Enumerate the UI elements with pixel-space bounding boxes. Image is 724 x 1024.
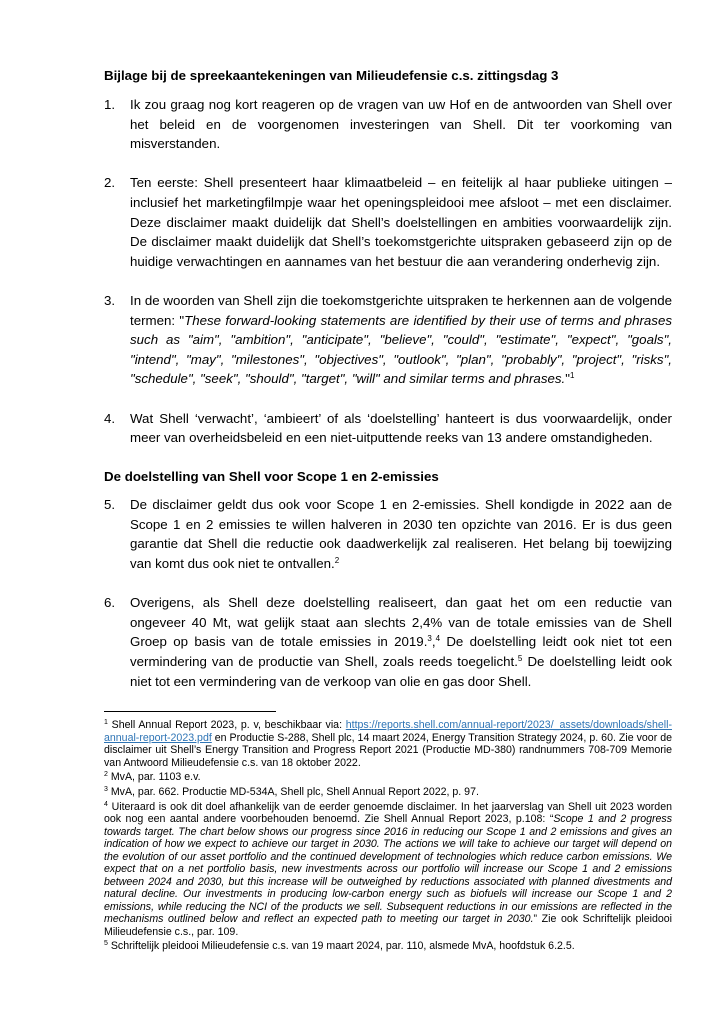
footnote-mark: 3 [104,785,108,793]
footnote-2 [104,771,672,784]
item-text: Wat Shell ‘verwacht’, ‘ambieert’ of als ‘doelstelling’ hanteert is dus voorwaardelijk, onder meer van overheidsbeleid en een niet-uitputtende reeks van 13 andere omstandigheden. [130,410,672,446]
item-number: 1. [104,97,116,112]
footnote-1 [104,719,672,769]
footnote-5 [104,940,672,953]
shell-quote: These forward-looking statements are identified by their use of terms and phrases such as "aim", "ambition", "anticipate", "believe", "could", "estimate", "expect", "goals", "intend", "may", "milestones", "objectives", "outlook", "plan", "probably", "project", "risks", "schedule", "seek", "should", "target", "will" and similar terms and phrases. [130,312,672,387]
footnote-text: Schriftelijk pleidooi Milieudefensie c.s. van 19 maart 2024, par. 110, alsmede MvA, hoofdstuk 6.2.5. [110,940,575,953]
footnote-4 [104,801,672,939]
footnote-ref-3[interactable]: 3 [427,634,432,644]
section-heading: De doelstelling van Shell voor Scope 1 en 2-emissies [104,469,439,485]
footnote-mark: 2 [104,771,108,779]
item-number: 6. [104,595,116,611]
footnote-3 [104,786,672,799]
footnote-mark: 1 [104,719,108,726]
item-number: 2. [104,175,116,191]
list-item [104,495,672,573]
item-number: 5. [104,497,116,513]
item-number: 3. [104,292,116,308]
quote-close: " [565,371,570,387]
item-text-part-b: De doelstelling leidt ook niet tot een vermindering van de productie van Shell, zoals reeds toegelicht. [130,634,672,670]
footnote-mark: 4 [104,800,108,808]
list-item [104,291,672,389]
item-text [130,495,672,573]
item-text-intro: In de woorden van Shell zijn die toekomstgerichte uitspraken te herkennen aan de volgende termen: " [130,292,672,328]
item-text-body: De disclaimer geldt dus ook voor Scope 1 en 2-emissies. Shell kondigde in 2022 aan de Scope 1 en 2 emissies te willen halveren in 2030 ten opzichte van 2016. Er is dus geen garantie dat Shell die reductie ook daadwerkelijk zal realiseren. Het belang bij toewijzing van komt dus ook niet te ontvallen. [130,497,672,572]
footnote-text: MvA, par. 1103 e.v. [110,771,201,784]
item-number: 4. [104,410,116,426]
item-text: Ten eerste: Shell presenteert haar klimaatbeleid – en feitelijk al haar publieke uitingen – inclusief het marketingfilmpje waar het openingspleidooi mee afsloot – met een disclaimer. Deze disclaimer maakt duidelijk dat Shell’s doelstellingen en ambities voorwaardelijk zijn. De disclaimer maakt duidelijk dat Shell’s toekomstgerichte uitspraken gebaseerd zijn op de huidige verwachtingen en aannames van het bestuur die aan verandering onderhevig zijn. [130,175,672,269]
document-heading: Bijlage bij de spreekaantekeningen van Milieudefensie c.s. zittingsdag 3 [104,68,559,83]
annual-report-link[interactable]: https://reports.shell.com/annual-report/2023/_assets/downloads/shell-annual-report-2023.pdf [104,719,672,744]
list-item [104,409,672,448]
footnote-text: Shell Annual Report 2023, p. v, beschikbaar via: [111,719,346,731]
footnote-ref-4[interactable]: 4 [435,634,441,644]
footnote-quote: Scope 1 and 2 progress towards target. The chart below shows our progress since 2016 in reducing our Scope 1 and 2 emissions and gives an indication of how we expect to achieve our target in 2030. The actions we will take to achieve our target will depend on the evolution of our asset portfolio and the continued development of technologies which reduce carbon emissions. We expect that on a net portfolio basis, new investments across our portfolio will increase our Scope 1 and 2 emissions between 2024 and 2030, but this increase will be outweighed by reductions associated with planned divestments and natural decline. Our investments in producing low-carbon energy such as biofuels will increase our Scope 1 and 2 emissions, while reducing the NCI of the products we sell. Subsequent reductions in our emissions are reflected in the mechanisms outlined below and reflect an expected path to meeting our target in 2030. [104,813,672,926]
body-content [104,66,672,711]
footnote-text: Uiteraard is ook dit doel afhankelijk van de eerder genoemde disclaimer. In het jaarverslag van Shell uit 2023 worden ook nog een aantal andere voorbehouden benoemd. Zie Shell Annual Report 2023, p.108: “ [104,800,672,826]
footnote-ref-2[interactable]: 2 [334,556,340,566]
item-text [130,593,672,691]
item-text-part-c: De doelstelling leidt ook niet tot een vermindering van de verkoop van olie en gas door Shell. [130,654,672,689]
list-item [104,95,672,154]
footnote-ref-1[interactable]: 1 [569,371,575,381]
footnotes [104,719,672,955]
footnote-text: ” Zie ook Schriftelijk pleidooi Milieudefensie c.s., par. 109. [104,913,672,938]
footnote-separator: , [431,634,436,650]
footnote-separator-line [104,711,276,712]
footnote-text: en Productie S-288, Shell plc, 14 maart 2024, Energy Transition Strategy 2024, p. 60. Zie voor de disclaimer uit Shell’s Energy Transition and Progress Report 2021 (Productie MD-380) randnummers 708-709 Memorie van Antwoord Milieudefensie c.s. van 18 oktober 2022. [104,731,672,769]
footnote-text: MvA, par. 662. Productie MD-534A, Shell plc, Shell Annual Report 2022, p. 97. [110,785,479,798]
list-item [104,593,672,691]
list-item [104,173,672,271]
item-text-part-a: Overigens, als Shell deze doelstelling realiseert, dan gaat het om een reductie van ongeveer 40 Mt, wat gelijk staat aan slechts 2,4% van de totale emissies van de Shell Groep op basis van de totale emissies in 2019. [130,595,672,650]
item-text [130,291,672,389]
footnote-ref-5[interactable]: 5 [517,654,523,664]
item-text: Ik zou graag nog kort reageren op de vragen van uw Hof en de antwoorden van Shell over het beleid en de voorgenomen investeringen van Shell. Dit ter voorkoming van misverstanden. [130,97,672,152]
footnote-mark: 5 [104,940,108,948]
